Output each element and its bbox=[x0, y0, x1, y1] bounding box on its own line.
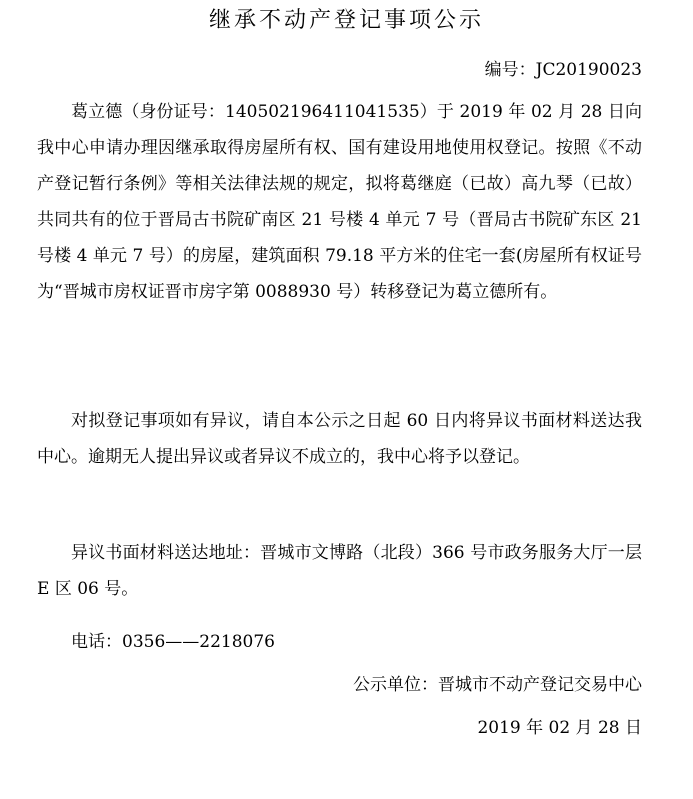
paragraph-objection: 对拟登记事项如有异议，请自本公示之日起 60 日内将异议书面材料送达我中心。逾期无人提出异议或者异议不成立的，我中心将予以登记。 bbox=[37, 411, 642, 467]
paragraph-application: 葛立德（身份证号：140502196411041535）于 2019 年 02 月 28 日向我中心申请办理因继承取得房屋所有权、国有建设用地使用权登记。按照《不动产登记暂行条例》等相关法律法规的规定，拟将葛继庭（已故）高九琴（已故）共同共有的位于晋局古书院矿南区 21 号楼 4 单元 7 号（晋局古书院矿东区 21 号楼 4 单元 7 号）的房屋，建筑面积 79.18 平方米的住宅一套(房屋所有权证号为“晋城市房权证晋市房字第 0088930 号）转移登记为葛立德所有。 bbox=[37, 102, 642, 302]
document-title: 继承不动产登记事项公示 bbox=[208, 8, 484, 33]
document-number: 编号：JC20190023 bbox=[484, 60, 642, 80]
date-line: 2019 年 02 月 28 日 bbox=[477, 718, 642, 738]
phone-line: 电话：0356——2218076 bbox=[71, 632, 275, 652]
publisher-line: 公示单位：晋城市不动产登记交易中心 bbox=[353, 675, 642, 695]
paragraph-address: 异议书面材料送达地址：晋城市文博路（北段）366 号市政务服务大厅一层 E 区 06 号。 bbox=[37, 543, 642, 599]
